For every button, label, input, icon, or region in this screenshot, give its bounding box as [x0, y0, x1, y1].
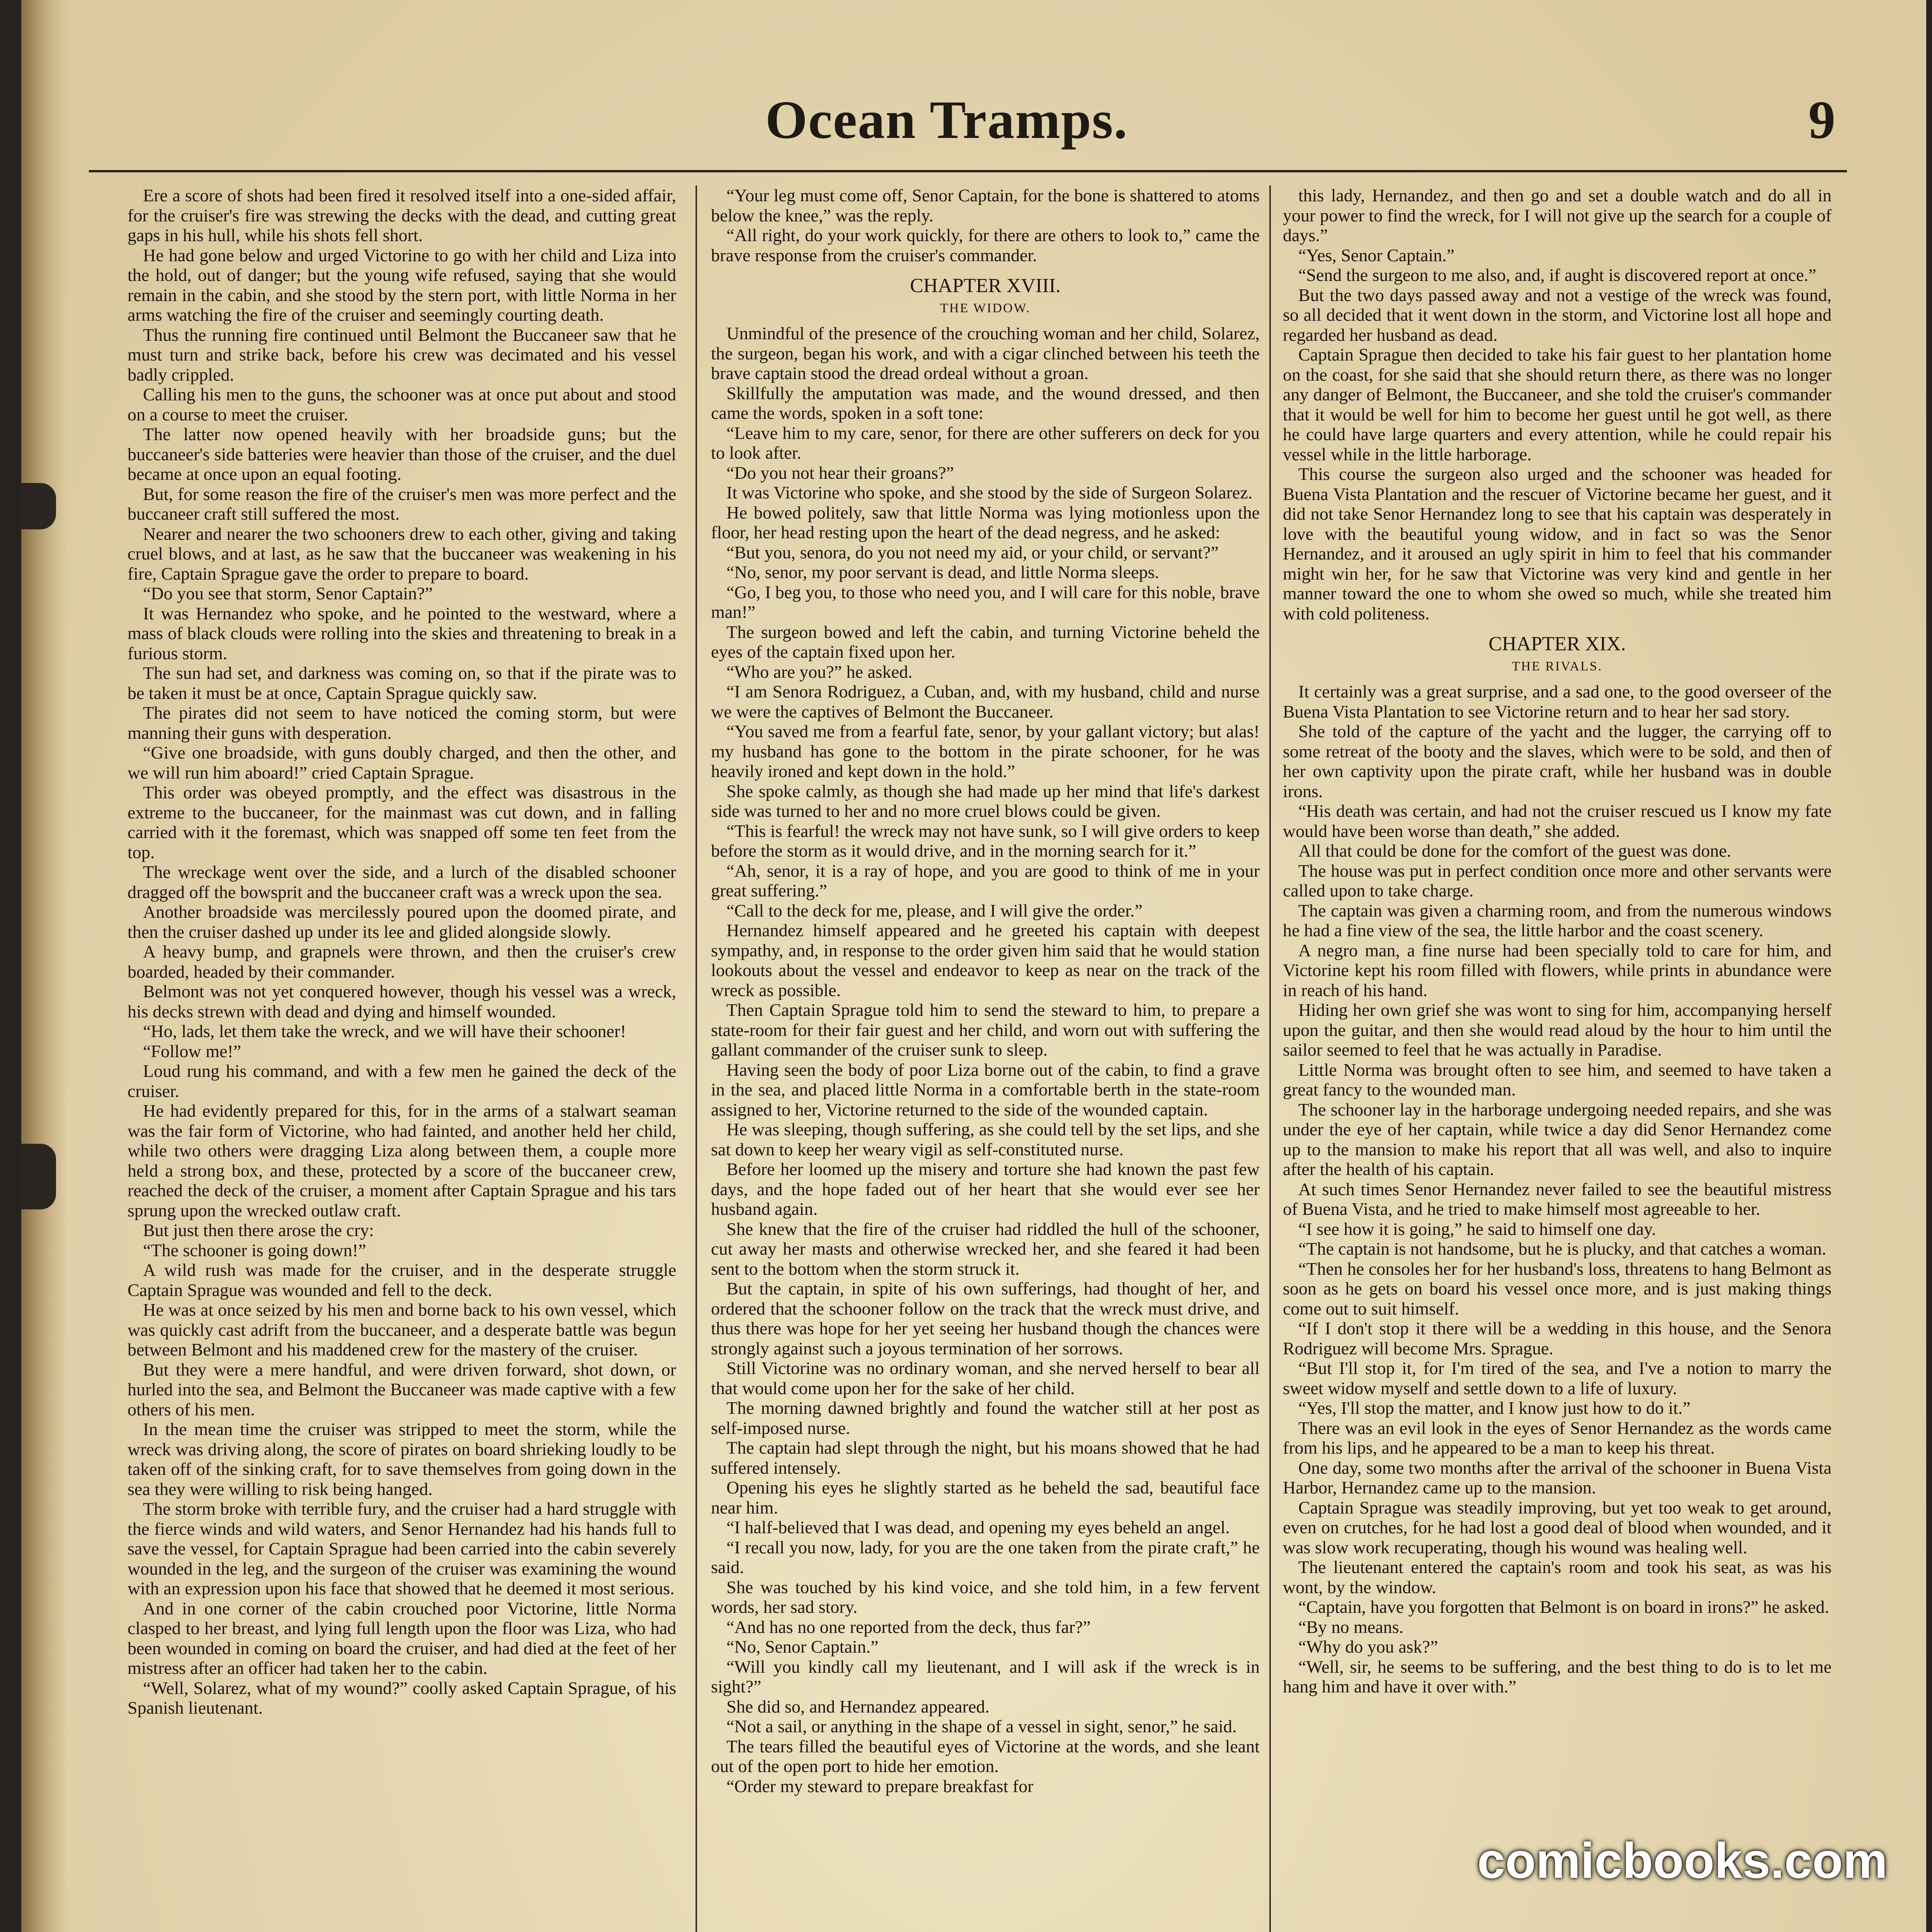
paragraph: A wild rush was made for the cruiser, and in the desperate struggle Captain Sprague was wounded and fell to the deck.: [128, 1260, 676, 1300]
paragraph: Before her loomed up the misery and torture she had known the past few days, and the hope faded out of her heart that she would ever see her husband again.: [711, 1159, 1260, 1219]
paragraph: “Yes, I'll stop the matter, and I know just how to do it.”: [1298, 1398, 1690, 1418]
paragraph: She knew that the fire of the cruiser had riddled the hull of the schooner, cut away her masts and otherwise wrecked her, and she feared it had been sent to the bottom when the storm struck it.: [711, 1219, 1260, 1279]
paragraph: He was at once seized by his men and borne back to his own vessel, which was quickly cast adrift from the buccaneer, and a desperate battle was begun between Belmont and his maddened crew for the mastery of the cruiser.: [128, 1300, 676, 1359]
chapter-subtitle: THE RIVALS.: [1512, 659, 1603, 673]
paragraph: Belmont was not yet conquered however, though his vessel was a wreck, his decks strewn with dead and dying and himself wounded.: [128, 981, 676, 1021]
paragraph: “All right, do your work quickly, for there are others to look to,” came the brave response from the cruiser's commander.: [711, 225, 1260, 265]
paragraph: But they were a mere handful, and were driven forward, shot down, or hurled into the sea, and Belmont the Buccaneer was made captive with a few others of his men.: [128, 1359, 676, 1419]
paragraph: Having seen the body of poor Liza borne out of the cabin, to find a grave in the sea, and placed little Norma in a comfortable berth in the state-room assigned to her, Victorine returned to the side of the wounded captain.: [711, 1060, 1260, 1119]
paragraph: The captain had slept through the night, but his moans showed that he had suffered intensely.: [711, 1438, 1260, 1478]
paragraph: “The schooner is going down!”: [143, 1240, 366, 1260]
paragraph: Nearer and nearer the two schooners drew to each other, giving and taking cruel blows, and at last, as he saw that the buccaneer was weakening in his fire, Captain Sprague gave the order to prepare to board.: [128, 524, 676, 583]
paragraph: He had gone below and urged Victorine to go with her child and Liza into the hold, out of danger; but the young wife refused, saying that she would remain in the cabin, and she stood by the stern port, with little Norma in her arms watching the fire of the cruiser and seemingly courting death.: [128, 245, 676, 325]
paragraph: Captain Sprague then decided to take his fair guest to her plantation home on the coast, for she said that she should return there, as there was no longer any danger of Belmont, the Buccaneer, and she told the cruiser's commander that it would be well for him to become her guest until he got well, as there he could have large quarters and every attention, while he could repair his vessel while in the little harborage.: [1283, 345, 1832, 464]
paragraph: “The captain is not handsome, but he is plucky, and that catches a woman.: [1298, 1239, 1827, 1259]
text-column-2: [711, 185, 1260, 1932]
page-spine-shadow: [21, 0, 68, 1932]
paragraph: The lieutenant entered the captain's room and took his seat, as was his wont, by the window.: [1283, 1557, 1832, 1597]
paragraph: The schooner lay in the harborage undergoing needed repairs, and she was under the eye of her captain, while twice a day did Senor Hernandez come up to the mansion to make his report that all was well, and also to inquire after the health of his captain.: [1283, 1099, 1832, 1179]
paragraph: This order was obeyed promptly, and the effect was disastrous in the extreme to the buccaneer, for the mainmast was cut down, and in falling carried with it the foremast, which was snapped off some ten feet from the top.: [128, 782, 676, 862]
paragraph: Captain Sprague was steadily improving, but yet too weak to get around, even on crutches, for he had lost a good deal of blood when wounded, and it was slow work recuperating, though his wound was healing well.: [1283, 1497, 1832, 1557]
paragraph: And in one corner of the cabin crouched poor Victorine, little Norma clasped to her breast, and lying full length upon the floor was Liza, who had been wounded in coming on board the cruiser, and had died at the feet of her mistress after an officer had taken her to the cabin.: [128, 1598, 676, 1678]
paragraph: “I half-believed that I was dead, and opening my eyes beheld an angel.: [726, 1517, 1230, 1537]
paragraph: A negro man, a fine nurse had been specially told to care for him, and Victorine kept his room filled with flowers, while prints in abundance were in reach of his hand.: [1283, 940, 1832, 1000]
paragraph: At such times Senor Hernandez never failed to see the beautiful mistress of Buena Vista, and he tried to make himself most agreeable to her.: [1283, 1179, 1832, 1219]
paragraph: She was touched by his kind voice, and she told him, in a few fervent words, her sad story.: [711, 1577, 1260, 1617]
paragraph: “You saved me from a fearful fate, senor, by your gallant victory; but alas! my husband has gone to the bottom in the pirate schooner, for he was heavily ironed and kept down in the hold.”: [711, 721, 1260, 781]
paragraph: “Will you kindly call my lieutenant, and I will ask if the wreck is in sight?”: [711, 1656, 1260, 1696]
header-rule: [89, 170, 1847, 172]
paragraph: “Ho, lads, let them take the wreck, and we will have their schooner!: [143, 1021, 626, 1041]
paragraph: The house was put in perfect condition once more and other servants were called upon to take charge.: [1283, 861, 1832, 900]
paragraph: “By no means.: [1298, 1617, 1404, 1637]
paragraph: “Well, sir, he seems to be suffering, and the best thing to do is to let me hang him and have it over with.”: [1283, 1656, 1832, 1696]
paragraph: All that could be done for the comfort of the guest was done.: [1298, 841, 1731, 861]
paragraph: Skillfully the amputation was made, and the wound dressed, and then came the words, spoken in a soft tone:: [711, 383, 1260, 423]
paragraph: “Who are you?” he asked.: [726, 662, 913, 682]
paragraph: She did so, and Hernandez appeared.: [726, 1696, 990, 1716]
paragraph: This course the surgeon also urged and the schooner was headed for Buena Vista Plantation and the rescuer of Victorine became her guest, and it did not take Senor Hernandez long to see that his captain was desperately in love with the beautiful young widow, and in fact so was the Senor Hernandez, and it aroused an ugly spirit in him to feel that his commander might win her, for he saw that Victorine was very kind and gentle in her manner toward the one to whom she owed so much, while she treated him with cold politeness.: [1283, 464, 1832, 623]
paragraph: “If I don't stop it there will be a wedding in this house, and the Senora Rodriguez will become Mrs. Sprague.: [1283, 1318, 1832, 1358]
paragraph: Loud rung his command, and with a few men he gained the deck of the cruiser.: [128, 1061, 676, 1101]
paragraph: “But you, senora, do you not need my aid, or your child, or servant?”: [726, 542, 1219, 562]
paragraph: “I see how it is going,” he said to himself one day.: [1298, 1219, 1656, 1239]
paragraph: She told of the capture of the yacht and the lugger, the carrying off to some retreat of the booty and the slaves, which were to be sold, and then of her own captivity upon the pirate craft, while her husband was in double irons.: [1283, 721, 1832, 801]
paragraph: “And has no one reported from the deck, thus far?”: [726, 1617, 1091, 1637]
paragraph: In the mean time the cruiser was stripped to meet the storm, while the wreck was driving along, the score of pirates on board shrieking loudly to be taken off of the sinking craft, for to save themselves from going down in the sea they were willing to risk being hanged.: [128, 1419, 676, 1499]
paragraph: “Go, I beg you, to those who need you, and I will care for this noble, brave man!”: [711, 582, 1260, 622]
paragraph: “Not a sail, or anything in the shape of a vessel in sight, senor,” he said.: [726, 1716, 1237, 1736]
paragraph: “Send the surgeon to me also, and, if aught is discovered report at once.”: [1298, 265, 1816, 285]
paragraph: The captain was given a charming room, and from the numerous windows he had a fine view of the sea, the little harbor and the coast scenery.: [1283, 900, 1832, 940]
paragraph: Another broadside was mercilessly poured upon the doomed pirate, and then the cruiser dashed up under its lee and glided alongside slowly.: [128, 902, 676, 942]
paragraph: She spoke calmly, as though she had made up her mind that life's darkest side was turned to her and no more cruel blows could be given.: [711, 781, 1260, 821]
paragraph: It was Hernandez who spoke, and he pointed to the westward, where a mass of black clouds were rolling into the skies and threatening to break in a furious storm.: [128, 603, 676, 663]
text-column-3: [1283, 185, 1832, 1932]
paragraph: Hiding her own grief she was wont to sing for him, accompanying herself upon the guitar, and then she would read aloud by the hour to him until the sailor seemed to feel that he was actually in Paradise.: [1283, 1000, 1832, 1060]
paragraph: It certainly was a great surprise, and a sad one, to the good overseer of the Buena Vista Plantation to see Victorine return and to hear her sad story.: [1283, 682, 1832, 721]
chapter-heading: CHAPTER XIX.: [1488, 633, 1626, 655]
paragraph: “No, senor, my poor servant is dead, and little Norma sleeps.: [726, 562, 1159, 582]
paragraph: “I am Senora Rodriguez, a Cuban, and, with my husband, child and nurse we were the captives of Belmont the Buccaneer.: [711, 682, 1260, 721]
paragraph: Then Captain Sprague told him to send the steward to him, to prepare a state-room for their fair guest and her child, and worn out with suffering the gallant commander of the cruiser sunk to sleep.: [711, 1000, 1260, 1060]
paragraph: The pirates did not seem to have noticed the coming storm, but were manning their guns with desperation.: [128, 703, 676, 743]
paragraph: “Then he consoles her for her husband's loss, threatens to hang Belmont as soon as he gets on board his vessel once more, and is just making things come out to suit himself.: [1283, 1259, 1832, 1318]
paragraph: The sun had set, and darkness was coming on, so that if the pirate was to be taken it must be at once, Captain Sprague quickly saw.: [128, 663, 676, 703]
text-column-1: [128, 185, 676, 1932]
paragraph: “Call to the deck for me, please, and I will give the order.”: [726, 900, 1143, 920]
page-edge-tear: [21, 1144, 56, 1209]
paragraph: Unmindful of the presence of the crouching woman and her child, Solarez, the surgeon, began his work, and with a cigar clinched between his teeth the brave captain stood the dread ordeal without a groan.: [711, 323, 1260, 383]
paragraph: “Ah, senor, it is a ray of hope, and you are good to think of me in your great suffering.”: [711, 861, 1260, 900]
paragraph: But just then there arose the cry:: [143, 1220, 374, 1240]
page-header: [58, 77, 1835, 170]
paragraph: “Order my steward to prepare breakfast for: [726, 1776, 1034, 1796]
paragraph: Still Victorine was no ordinary woman, and she nerved herself to bear all that would come upon her for the sake of her child.: [711, 1358, 1260, 1398]
paragraph: One day, some two months after the arrival of the schooner in Buena Vista Harbor, Hernandez came up to the mansion.: [1283, 1458, 1832, 1497]
paragraph: “No, Senor Captain.”: [726, 1637, 879, 1656]
chapter-heading: CHAPTER XVIII.: [910, 275, 1061, 297]
paragraph: “But I'll stop it, for I'm tired of the sea, and I've a notion to marry the sweet widow myself and settle down to a life of luxury.: [1283, 1358, 1832, 1398]
paragraph: “Give one broadside, with guns doubly charged, and then the other, and we will run him aboard!” cried Captain Sprague.: [128, 743, 676, 782]
paragraph: “I recall you now, lady, for you are the one taken from the pirate craft,” he said.: [711, 1537, 1260, 1577]
paragraph: But the captain, in spite of his own sufferings, had thought of her, and ordered that the schooner follow on the track that the wreck must drive, and thus there was hope for her yet seeing her husband though the chances were strongly against such a joyous termination of her sorrows.: [711, 1279, 1260, 1358]
paragraph: He bowed politely, saw that little Norma was lying motionless upon the floor, her head resting upon the heart of the dead negress, and he asked:: [711, 502, 1260, 542]
paragraph: “Why do you ask?”: [1298, 1637, 1438, 1656]
column-divider: [1269, 185, 1271, 1932]
paragraph: The wreckage went over the side, and a lurch of the disabled schooner dragged off the bowsprit and the buccaneer craft was a wreck upon the sea.: [128, 862, 676, 902]
paragraph: It was Victorine who spoke, and she stood by the side of Surgeon Solarez.: [726, 483, 1253, 502]
paragraph: The storm broke with terrible fury, and the cruiser had a hard struggle with the fierce winds and wild waters, and Senor Hernandez had his hands full to save the vessel, for Captain Sprague had been carried into the cabin severely wounded in the leg, and the surgeon of the cruiser was examining the wound with an expression upon his face that showed that he deemed it most serious.: [128, 1499, 676, 1598]
paragraph: “This is fearful! the wreck may not have sunk, so I will give orders to keep before the storm as it would drive, and in the morning search for it.”: [711, 821, 1260, 861]
paragraph: “Captain, have you forgotten that Belmont is on board in irons?” he asked.: [1298, 1597, 1829, 1617]
page-edge-tear: [21, 483, 56, 529]
paragraph: “Well, Solarez, what of my wound?” coolly asked Captain Sprague, of his Spanish lieutenant.: [128, 1678, 676, 1718]
paragraph: But, for some reason the fire of the cruiser's men was more perfect and the buccaneer craft still suffered the most.: [128, 484, 676, 524]
paragraph: A heavy bump, and grapnels were thrown, and then the cruiser's crew boarded, headed by their commander.: [128, 942, 676, 981]
paragraph: “Do you not hear their groans?”: [726, 463, 954, 483]
site-watermark: comicbooks.com: [1477, 1832, 1888, 1889]
paragraph: The surgeon bowed and left the cabin, and turning Victorine beheld the eyes of the captain fixed upon her.: [711, 622, 1260, 662]
paragraph: this lady, Hernandez, and then go and set a double watch and do all in your power to find the wreck, for I will not give up the search for a couple of days.”: [1283, 185, 1832, 245]
paragraph: Little Norma was brought often to see him, and seemed to have taken a great fancy to the wounded man.: [1283, 1060, 1832, 1099]
paragraph: Thus the running fire continued until Belmont the Buccaneer saw that he must turn and strike back, before his crew was decimated and his vessel badly crippled.: [128, 325, 676, 384]
running-title: Ocean Tramps.: [765, 90, 1128, 150]
column-divider: [696, 185, 697, 1932]
paragraph: He had evidently prepared for this, for in the arms of a stalwart seaman was the fair form of Victorine, who had fainted, and another held her child, while two others were dragging Liza along between them, a couple more held a strong box, and these, protected by a score of the buccaneer crew, reached the deck of the cruiser, a moment after Captain Sprague and his tars sprung upon the wrecked outlaw craft.: [128, 1101, 676, 1220]
paragraph: “Follow me!”: [143, 1041, 242, 1061]
paragraph: But the two days passed away and not a vestige of the wreck was found, so all decided that it went down in the storm, and Victorine lost all hope and regarded her husband as dead.: [1283, 285, 1832, 345]
paragraph: “His death was certain, and had not the cruiser rescued us I know my fate would have been worse than death,” she added.: [1283, 801, 1832, 841]
paragraph: The morning dawned brightly and found the watcher still at her post as self-imposed nurse.: [711, 1398, 1260, 1438]
paragraph: Ere a score of shots had been fired it resolved itself into a one-sided affair, for the cruiser's fire was strewing the decks with the dead, and cutting great gaps in his hull, while his shots fell short.: [128, 185, 676, 245]
paragraph: The tears filled the beautiful eyes of Victorine at the words, and she leant out of the open port to hide her emotion.: [711, 1736, 1260, 1776]
paragraph: He was sleeping, though suffering, as she could tell by the set lips, and she sat down to keep her weary vigil as self-constituted nurse.: [711, 1119, 1260, 1159]
paragraph: “Leave him to my care, senor, for there are other sufferers on deck for you to look after.: [711, 423, 1260, 463]
paragraph: “Do you see that storm, Senor Captain?”: [143, 583, 433, 603]
paragraph: The latter now opened heavily with her broadside guns; but the buccaneer's side batteries were heavier than those of the cruiser, and the duel became at once upon an equal footing.: [128, 424, 676, 484]
paragraph: “Your leg must come off, Senor Captain, for the bone is shattered to atoms below the knee,” was the reply.: [711, 185, 1260, 225]
paragraph: “Yes, Senor Captain.”: [1298, 245, 1455, 265]
paragraph: Hernandez himself appeared and he greeted his captain with deepest sympathy, and, in response to the order given him said that he would station lookouts about the vessel and endeavor to keep as near on the track of the wreck as possible.: [711, 920, 1260, 1000]
paragraph: Opening his eyes he slightly started as he beheld the sad, beautiful face near him.: [711, 1478, 1260, 1517]
paragraph: There was an evil look in the eyes of Senor Hernandez as the words came from his lips, and he appeared to be a man to keep his threat.: [1283, 1418, 1832, 1458]
paragraph: Calling his men to the guns, the schooner was at once put about and stood on a course to meet the cruiser.: [128, 384, 676, 424]
chapter-subtitle: THE WIDOW.: [940, 301, 1031, 315]
page-number: 9: [1808, 90, 1835, 150]
